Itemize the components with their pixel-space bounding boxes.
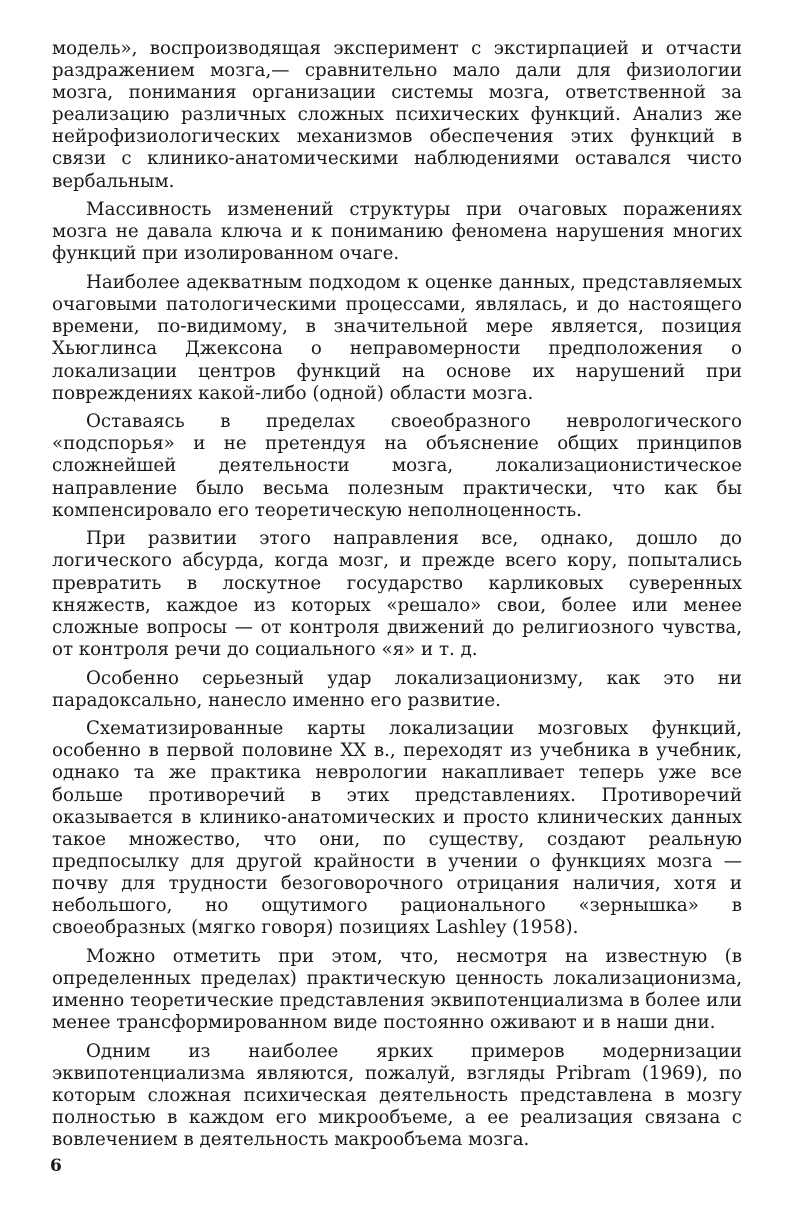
- page-body: [52, 38, 742, 1158]
- page-number: 6: [50, 1156, 62, 1176]
- paragraph-7: Схематизированные карты локализации мозговых функций, особенно в первой половине XX в., переходят из учебника в учебник, однако та же практика неврологии накапливает теперь уже все больше противоречий в этих представлениях. Противоречий оказывается в клинико-анатомических и просто клинических данных такое множество, что они, по существу, создают реальную предпосылку для другой крайности в учении о функциях мозга — почву для трудности безоговорочного отрицания наличия, хотя и небольшого, но ощутимого рационального «зернышка» в своеобразных (мягко говоря) позициях Lashley (1958).: [52, 718, 742, 939]
- paragraph-8: Можно отметить при этом, что, несмотря на известную (в определенных пределах) практическую ценность локализационизма, именно теоретические представления эквипотенциализма в более или менее трансформированном виде постоянно оживают и в наши дни.: [52, 945, 742, 1034]
- paragraph-2: Массивность изменений структуры при очаговых поражениях мозга не давала ключа и к пониманию феномена нарушения многих функций при изолированном очаге.: [52, 199, 742, 265]
- paragraph-5: При развитии этого направления все, однако, дошло до логического абсурда, когда мозг, и прежде всего кору, попытались превратить в лоскутное государство карликовых суверенных княжеств, каждое из которых «решало» свои, более или менее сложные вопросы — от контроля движений до религиозного чувства, от контроля речи до социального «я» и т. д.: [52, 528, 742, 660]
- paragraph-4: Оставаясь в пределах своеобразного неврологического «подспорья» и не претендуя на объяснение общих принципов сложнейшей деятельности мозга, локализационистическое направление было весьма полезным практически, что как бы компенсировало его теоретическую неполноценность.: [52, 411, 742, 521]
- paragraph-6: Особенно серьезный удар локализационизму, как это ни парадоксально, нанесло именно его развитие.: [52, 667, 742, 711]
- paragraph-3: Наиболее адекватным подходом к оценке данных, представляемых очаговыми патологическими процессами, являлась, и до настоящего времени, по-видимому, в значительной мере является, позиция Хьюглинса Джексона о неправомерности предположения о локализации центров функций на основе их нарушений при повреждениях какой-либо (одной) области мозга.: [52, 272, 742, 404]
- paragraph-9: Одним из наиболее ярких примеров модернизации эквипотенциализма являются, пожалуй, взгляды Pribram (1969), по которым сложная психическая деятельность представлена в мозгу полностью в каждом его микрообъеме, а ее реализация связана с вовлечением в деятельность макрообъема мозга.: [52, 1040, 742, 1151]
- paragraph-1: модель», воспроизводящая эксперимент с экстирпацией и отчасти раздражением мозга,— сравнительно мало дали для физиологии мозга, понимания организации системы мозга, ответственной за реализацию различных сложных психических функций. Анализ же нейрофизиологических механизмов обеспечения этих функций в связи с клинико-анатомическими наблюдениями оставался чисто вербальным.: [52, 38, 742, 192]
